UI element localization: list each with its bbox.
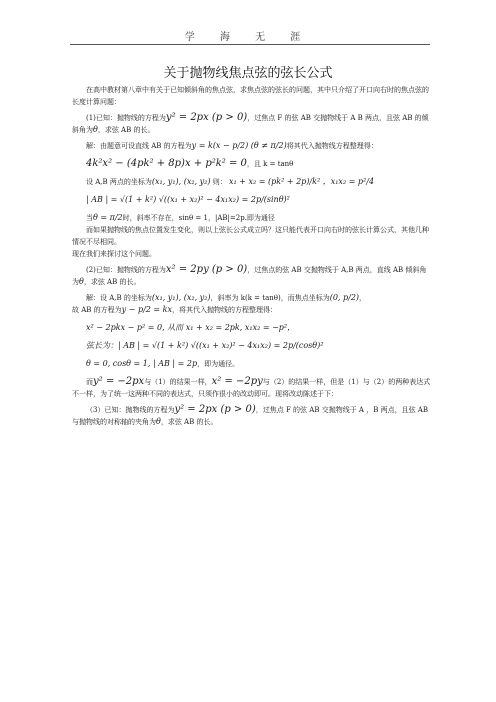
equation-1: 4k²x² − (4pk² + 8p)x + p²k² = 0，且 k = tanθ (86, 158, 294, 169)
problem-1: (1)已知：抛物线的方程为y² = 2px (p > 0)，过焦点 F 的弦 AB 交抛物线于 A B 两点，且弦 AB 的倾斜角为θ，求弦 AB 的长。 (72, 112, 429, 134)
intro-paragraph: 在高中教材第八章中有关于已知倾斜角的焦点弦，求焦点弦的弦长的问题，其中只介绍了开口向右时的焦点弦的长度计算问题： (72, 86, 429, 106)
transition-line: 现在我们来探讨这个问题。 (72, 250, 156, 258)
vieta-1: 设 A,B 两点的坐标为(x₁, y₁), (x₂, y₂) 则： x₁ + x₂ = (pk² + 2p)/k² ，x₁x₂ = p²/4 (86, 177, 375, 186)
comparison-paragraph: 而y² = −2px与（1）的结果一样，x² = −2py与（2）的结果一样，但是（1）与（2）的两种表达式不一样，为了统一这两种不同的表达式，只须作很小的改动即可。现将改动陈述于下： (72, 376, 431, 398)
problem-2: (2)已知：抛物线的方程为x² = 2py (p > 0)，过焦点的弦 AB 交抛物线于 A,B 两点，直线 AB 倾斜角为θ，求弦 AB 的长。 (72, 264, 427, 286)
page-header: 学 海 无 涯 (184, 32, 312, 43)
chord-length-2: 弦长为：| AB | = √(1 + k²) √((x₁ + x₂)² − 4x₁x₂) = 2p/(cosθ)² (86, 341, 324, 350)
formula: θ (93, 125, 98, 134)
formula: y = k(x − p/2) (θ ≠ π/2) (191, 141, 287, 150)
problem-3: （3）已知：抛物线的方程为y² = 2px (p > 0)，过焦点 F 的弦 AB 交抛物线于 A ，B 两点，且弦 AB 与抛物线的对称轴的夹角为θ，求弦 AB 的长。 (72, 404, 429, 426)
question-paragraph: 而如果抛物线的焦点位置发生变化，则以上弦长公式成立吗？这只能代表开口向右时的弦长计算公式，其他几种情况不尽相同。 (72, 226, 429, 246)
chord-length-1: | AB | = √(1 + k²) √((x₁ + x₂)² − 4x₁x₂) = 2p/(sinθ)² (86, 195, 290, 204)
solution-1-intro: 解：由题意可设直线 AB 的方程为y = k(x − p/2) (θ ≠ π/2)将其代入抛物线方程整理得： (86, 141, 378, 150)
formula: y² = 2px (p > 0) (165, 112, 248, 123)
document-title: 关于抛物线焦点弦的弦长公式 (163, 66, 333, 81)
line-equation-2: 故 AB 的方程为y − p/2 = kx，将其代入抛物线的方程整理得： (72, 305, 278, 314)
equation-2: x² − 2pkx − p² = 0, 从而 x₁ + x₂ = 2pk, x₁x₂ = −p²， (86, 323, 296, 332)
special-case-2: θ = 0, cosθ = 1, | AB | = 2p，即为通径。 (86, 359, 240, 368)
header-divider (70, 44, 430, 45)
document-body (72, 84, 432, 428)
solution-2-intro: 解：设 A,B 的坐标为(x₁, y₁), (x₂, y₂)，斜率为 k(k = tanθ)，而焦点坐标为(0, p/2)， (86, 293, 367, 302)
special-case-1: 当θ = π/2时，斜率不存在，sinθ = 1，|AB|=2p.即为通径 (86, 213, 275, 222)
